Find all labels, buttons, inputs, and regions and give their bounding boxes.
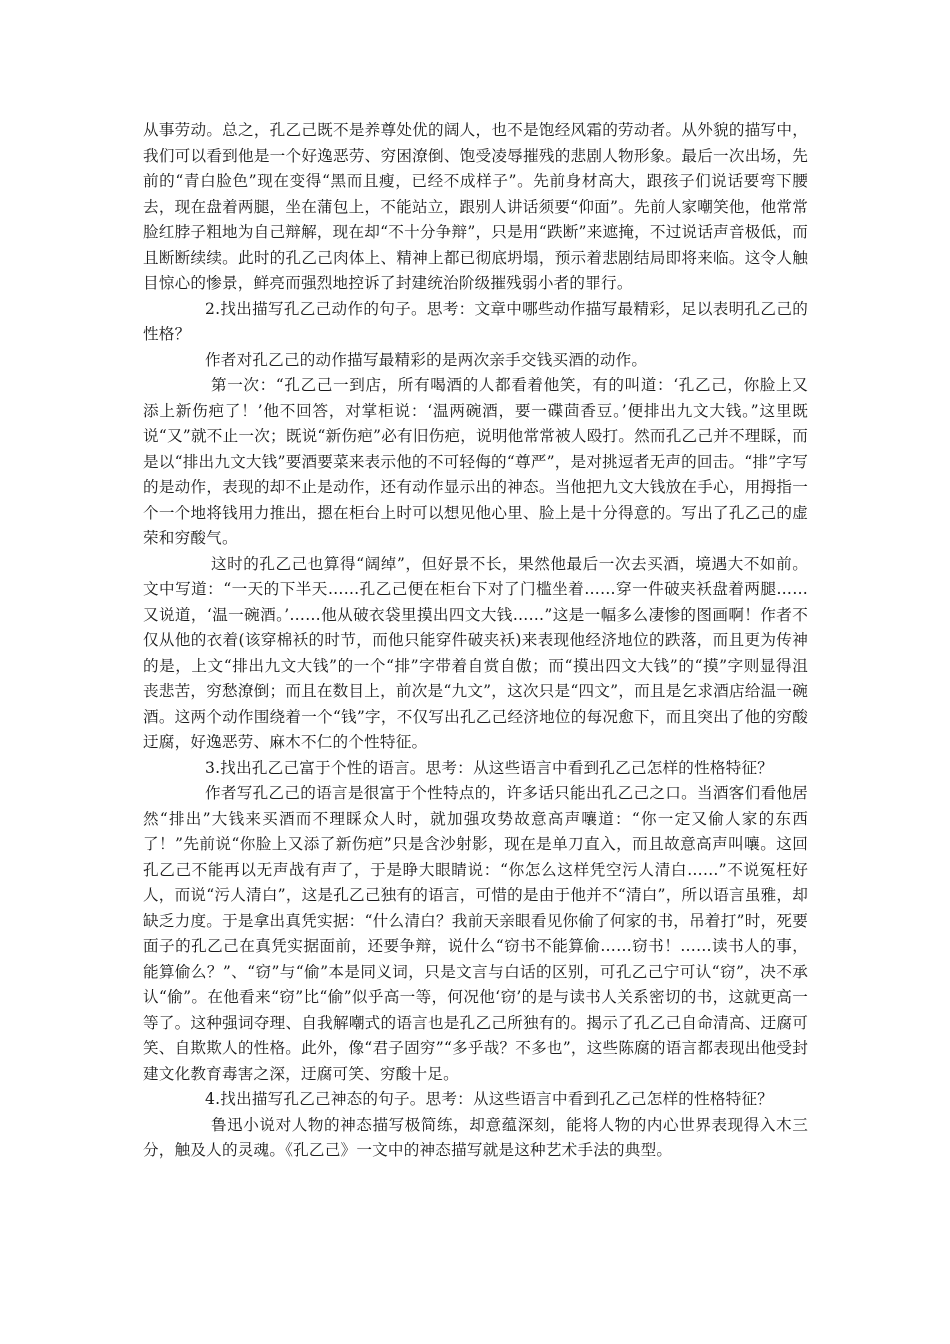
paragraph-expression-analysis: 鲁迅小说对人物的神态描写极简练，却意蕴深刻，能将人物的内心世界表现得入木三分，触及人的灵魂。《孔乙己》一文中的神态描写就是这种艺术手法的典型。 (143, 1115, 808, 1159)
question-2-heading: 2.找出描写孔乙己动作的句子。思考：文章中哪些动作描写最精彩，足以表明孔乙己的性格？ (143, 299, 808, 343)
paragraph-appearance-analysis: 从事劳动。总之，孔乙己既不是养尊处优的阔人，也不是饱经风霜的劳动者。从外貌的描写中，我们可以看到他是一个好逸恶劳、穷困潦倒、饱受凌辱摧残的悲剧人物形象。最后一次出场，先前的“青白脸色”现在变得“黑而且瘦，已经不成样子”。先前身材高大，跟孩子们说话要弯下腰去，现在盘着两腿，坐在蒲包上，不能站立，跟别人讲话须要“仰面”。先前人家嘲笑他，他常常脸红脖子粗地为自己辩解，现在却“不十分争辩”，只是用“跌断”来遮掩，不过说话声音极低，而且断断续续。此时的孔乙己肉体上、精神上都已彻底坍塌，预示着悲剧结局即将来临。这令人触目惊心的惨景，鲜亮而强烈地控诉了封建统治阶级摧残弱小者的罪行。 (143, 121, 808, 292)
question-4-heading: 4.找出描写孔乙己神态的句子。思考：从这些语言中看到孔乙己怎样的性格特征？ (205, 1090, 774, 1108)
paragraph-last-purchase: 这时的孔乙己也算得“阔绰”，但好景不长，果然他最后一次去买酒，境遇大不如前。文中写道：“一天的下半天……孔乙己便在柜台下对了门槛坐着……穿一件破夹袄盘着两腿……又说道，‘温一碗酒。’……他从破衣袋里摸出四文大钱……”这是一幅多么凄惨的图画啊！作者不仅从他的衣着(该穿棉袄的时节，而他只能穿件破夹袄)来表现他经济地位的跌落，而且更为传神的是，上文“排出九文大钱”的一个“排”字带着自赏自傲；而“摸出四文大钱”的“摸”字则显得沮丧悲苦，穷愁潦倒；而且在数目上，前次是“九文”，这次只是“四文”，而且是乞求酒店给温一碗酒。这两个动作围绕着一个“钱”字，不仅写出孔乙己经济地位的每况愈下，而且突出了他的穷酸迂腐，好逸恶劳、麻木不仁的个性特征。 (143, 554, 808, 751)
question-3-heading: 3.找出孔乙己富于个性的语言。思考：从这些语言中看到孔乙己怎样的性格特征？ (205, 758, 774, 777)
paragraph-language-analysis: 作者写孔乙己的语言是很富于个性特点的，许多话只能出孔乙己之口。当酒客们看他居然“排出”大钱来买酒而不理睬众人时，就加强攻势故意高声嚷道：“你一定又偷人家的东西了！”先前说“你脸上又添了新伤疤”只是含沙射影，现在是单刀直入，而且故意高声叫嚷。这回孔乙己不能再以无声战有声了，于是睁大眼睛说：“你怎么这样凭空污人清白……”不说冤枉好人，而说“污人清白”，这是孔乙己独有的语言，可惜的是由于他并不“清白”，所以语言虽雅，却缺乏力度。于是拿出真凭实据：“什么清白？我前天亲眼看见你偷了何家的书，吊着打”时，死要面子的孔乙己在真凭实据面前，还要争辩，说什么“窃书不能算偷……窃书！……读书人的事，能算偷么？”、“窃”与“偷”本是同义词，只是文言与白话的区别，可孔乙己宁可认“窃”，决不承认“偷”。在他看来“窃”比“偷”似乎高一等，何况他‘窃’的是与读书人关系密切的书，这就更高一等了。这种强词夺理、自我解嘲式的语言也是孔乙己所独有的。揭示了孔乙己自命清高、迂腐可笑、自欺欺人的性格。此外，像“君子固穷”“多乎哉？不多也”，这些陈腐的语言都表现出他受封建文化教育毒害之深，迂腐可笑、穷酸十足。 (143, 784, 808, 1083)
paragraph-action-summary: 作者对孔乙己的动作描写最精彩的是两次亲手交钱买酒的动作。 (205, 350, 648, 369)
document-body (143, 118, 808, 1164)
paragraph-first-purchase: 第一次：“孔乙己一到店，所有喝酒的人都看着他笑，有的叫道：‘孔乙己，你脸上又添上新伤疤了！’他不回答，对掌柜说：‘温两碗酒，要一碟茴香豆。’便排出九文大钱。”这里既说“又”就不止一次；既说“新伤疤”必有旧伤疤，说明他常常被人殴打。然而孔乙己并不理睬，而是以“排出九文大钱”要酒要菜来表示他的不可轻侮的“尊严”，是对挑逗者无声的回击。“排”字写的是动作，表现的却不止是动作，还有动作显示出的神态。当他把九文大钱放在手心，用拇指一个一个地将钱用力推出，摁在柜台上时可以想见他心里、脸上是十分得意的。写出了孔乙己的虚荣和穷酸气。 (143, 376, 808, 547)
